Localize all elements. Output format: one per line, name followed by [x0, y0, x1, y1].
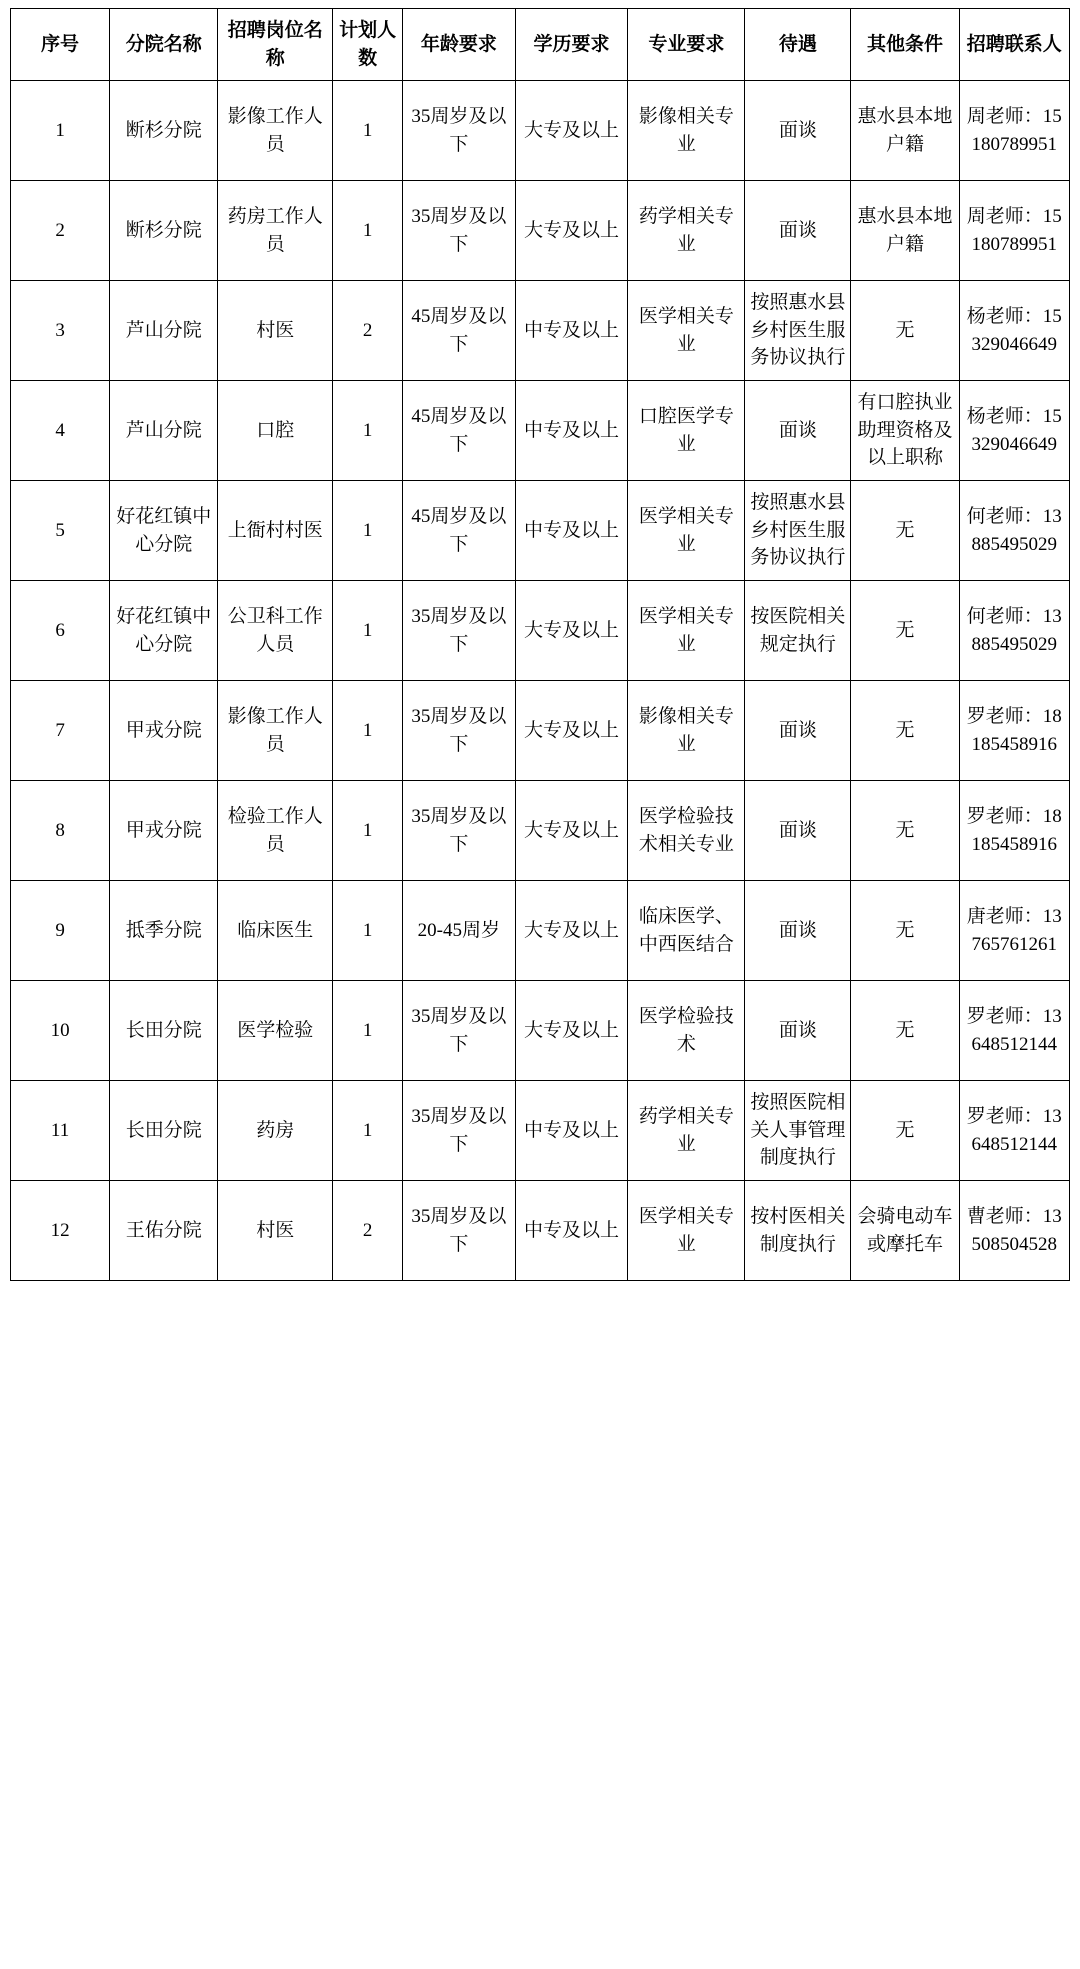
cell-education: 大专及以上 [515, 981, 628, 1081]
table-row [11, 481, 1070, 581]
recruitment-table [10, 8, 1070, 1281]
cell-major: 药学相关专业 [628, 181, 745, 281]
cell-salary: 面谈 [745, 81, 851, 181]
cell-branch: 芦山分院 [110, 381, 218, 481]
cell-index: 7 [11, 681, 110, 781]
table-row [11, 81, 1070, 181]
cell-age: 35周岁及以下 [403, 1081, 516, 1181]
cell-count: 1 [333, 981, 403, 1081]
cell-major: 医学相关专业 [628, 281, 745, 381]
cell-salary: 面谈 [745, 681, 851, 781]
cell-education: 大专及以上 [515, 781, 628, 881]
cell-count: 1 [333, 481, 403, 581]
cell-contact: 唐老师：13765761261 [959, 881, 1069, 981]
cell-salary: 按照惠水县乡村医生服务协议执行 [745, 281, 851, 381]
table-header-row [11, 9, 1070, 81]
cell-branch: 甲戎分院 [110, 681, 218, 781]
cell-age: 45周岁及以下 [403, 481, 516, 581]
column-header-index: 序号 [11, 9, 110, 81]
cell-major: 口腔医学专业 [628, 381, 745, 481]
cell-education: 中专及以上 [515, 1181, 628, 1281]
cell-contact: 何老师：13885495029 [959, 481, 1069, 581]
cell-age: 35周岁及以下 [403, 1181, 516, 1281]
cell-major: 医学相关专业 [628, 481, 745, 581]
cell-age: 35周岁及以下 [403, 681, 516, 781]
cell-salary: 按照医院相关人事管理制度执行 [745, 1081, 851, 1181]
cell-contact: 曹老师：13508504528 [959, 1181, 1069, 1281]
column-header-major: 专业要求 [628, 9, 745, 81]
cell-index: 1 [11, 81, 110, 181]
cell-education: 大专及以上 [515, 81, 628, 181]
cell-contact: 何老师：13885495029 [959, 581, 1069, 681]
cell-salary: 按医院相关规定执行 [745, 581, 851, 681]
cell-major: 医学相关专业 [628, 1181, 745, 1281]
table-row [11, 981, 1070, 1081]
cell-contact: 周老师：15180789951 [959, 81, 1069, 181]
cell-contact: 罗老师：13648512144 [959, 981, 1069, 1081]
cell-position: 上衙村村医 [218, 481, 333, 581]
cell-major: 影像相关专业 [628, 681, 745, 781]
cell-branch: 抵季分院 [110, 881, 218, 981]
table-row [11, 1081, 1070, 1181]
cell-index: 2 [11, 181, 110, 281]
cell-branch: 王佑分院 [110, 1181, 218, 1281]
cell-index: 9 [11, 881, 110, 981]
cell-education: 中专及以上 [515, 381, 628, 481]
cell-major: 医学检验技术 [628, 981, 745, 1081]
cell-index: 12 [11, 1181, 110, 1281]
cell-count: 2 [333, 281, 403, 381]
cell-other: 无 [851, 781, 959, 881]
cell-count: 1 [333, 881, 403, 981]
cell-other: 会骑电动车或摩托车 [851, 1181, 959, 1281]
cell-index: 10 [11, 981, 110, 1081]
cell-position: 口腔 [218, 381, 333, 481]
cell-other: 无 [851, 881, 959, 981]
table-row [11, 281, 1070, 381]
cell-position: 影像工作人员 [218, 681, 333, 781]
table-row [11, 581, 1070, 681]
cell-branch: 长田分院 [110, 981, 218, 1081]
cell-position: 临床医生 [218, 881, 333, 981]
cell-salary: 面谈 [745, 381, 851, 481]
cell-age: 35周岁及以下 [403, 81, 516, 181]
cell-age: 35周岁及以下 [403, 581, 516, 681]
cell-education: 大专及以上 [515, 881, 628, 981]
cell-count: 1 [333, 181, 403, 281]
cell-major: 医学相关专业 [628, 581, 745, 681]
cell-major: 药学相关专业 [628, 1081, 745, 1181]
cell-major: 影像相关专业 [628, 81, 745, 181]
cell-position: 公卫科工作人员 [218, 581, 333, 681]
cell-other: 惠水县本地户籍 [851, 81, 959, 181]
cell-salary: 按村医相关制度执行 [745, 1181, 851, 1281]
column-header-position: 招聘岗位名称 [218, 9, 333, 81]
cell-index: 8 [11, 781, 110, 881]
cell-branch: 断杉分院 [110, 181, 218, 281]
cell-education: 中专及以上 [515, 281, 628, 381]
cell-other: 无 [851, 581, 959, 681]
cell-age: 20-45周岁 [403, 881, 516, 981]
cell-position: 药房 [218, 1081, 333, 1181]
cell-branch: 好花红镇中心分院 [110, 581, 218, 681]
cell-count: 1 [333, 1081, 403, 1181]
column-header-other: 其他条件 [851, 9, 959, 81]
table-row [11, 181, 1070, 281]
cell-branch: 断杉分院 [110, 81, 218, 181]
cell-index: 4 [11, 381, 110, 481]
cell-education: 中专及以上 [515, 481, 628, 581]
cell-position: 村医 [218, 1181, 333, 1281]
cell-education: 大专及以上 [515, 181, 628, 281]
cell-position: 影像工作人员 [218, 81, 333, 181]
table-row [11, 881, 1070, 981]
cell-major: 医学检验技术相关专业 [628, 781, 745, 881]
cell-branch: 甲戎分院 [110, 781, 218, 881]
cell-age: 35周岁及以下 [403, 981, 516, 1081]
cell-count: 1 [333, 781, 403, 881]
cell-index: 3 [11, 281, 110, 381]
cell-education: 大专及以上 [515, 581, 628, 681]
cell-contact: 周老师：15180789951 [959, 181, 1069, 281]
cell-index: 11 [11, 1081, 110, 1181]
cell-contact: 杨老师：15329046649 [959, 281, 1069, 381]
cell-age: 45周岁及以下 [403, 381, 516, 481]
cell-education: 中专及以上 [515, 1081, 628, 1181]
cell-contact: 罗老师：18185458916 [959, 781, 1069, 881]
cell-position: 村医 [218, 281, 333, 381]
table-header [11, 9, 1070, 81]
cell-salary: 面谈 [745, 181, 851, 281]
column-header-count: 计划人数 [333, 9, 403, 81]
cell-salary: 面谈 [745, 981, 851, 1081]
cell-other: 无 [851, 281, 959, 381]
cell-count: 1 [333, 381, 403, 481]
cell-other: 无 [851, 481, 959, 581]
cell-contact: 罗老师：13648512144 [959, 1081, 1069, 1181]
cell-branch: 芦山分院 [110, 281, 218, 381]
column-header-contact: 招聘联系人 [959, 9, 1069, 81]
column-header-salary: 待遇 [745, 9, 851, 81]
cell-age: 35周岁及以下 [403, 781, 516, 881]
table-row [11, 381, 1070, 481]
cell-contact: 罗老师：18185458916 [959, 681, 1069, 781]
cell-position: 药房工作人员 [218, 181, 333, 281]
cell-salary: 按照惠水县乡村医生服务协议执行 [745, 481, 851, 581]
column-header-branch: 分院名称 [110, 9, 218, 81]
cell-index: 6 [11, 581, 110, 681]
cell-other: 无 [851, 981, 959, 1081]
column-header-education: 学历要求 [515, 9, 628, 81]
cell-branch: 长田分院 [110, 1081, 218, 1181]
cell-position: 检验工作人员 [218, 781, 333, 881]
table-row [11, 1181, 1070, 1281]
cell-age: 35周岁及以下 [403, 181, 516, 281]
cell-other: 有口腔执业助理资格及以上职称 [851, 381, 959, 481]
cell-age: 45周岁及以下 [403, 281, 516, 381]
cell-branch: 好花红镇中心分院 [110, 481, 218, 581]
cell-major: 临床医学、中西医结合 [628, 881, 745, 981]
cell-other: 无 [851, 681, 959, 781]
cell-index: 5 [11, 481, 110, 581]
cell-count: 1 [333, 81, 403, 181]
cell-count: 1 [333, 681, 403, 781]
cell-count: 1 [333, 581, 403, 681]
cell-education: 大专及以上 [515, 681, 628, 781]
cell-salary: 面谈 [745, 881, 851, 981]
cell-count: 2 [333, 1181, 403, 1281]
table-body [11, 81, 1070, 1281]
cell-salary: 面谈 [745, 781, 851, 881]
cell-other: 无 [851, 1081, 959, 1181]
cell-contact: 杨老师：15329046649 [959, 381, 1069, 481]
table-row [11, 781, 1070, 881]
table-row [11, 681, 1070, 781]
cell-position: 医学检验 [218, 981, 333, 1081]
column-header-age: 年龄要求 [403, 9, 516, 81]
cell-other: 惠水县本地户籍 [851, 181, 959, 281]
